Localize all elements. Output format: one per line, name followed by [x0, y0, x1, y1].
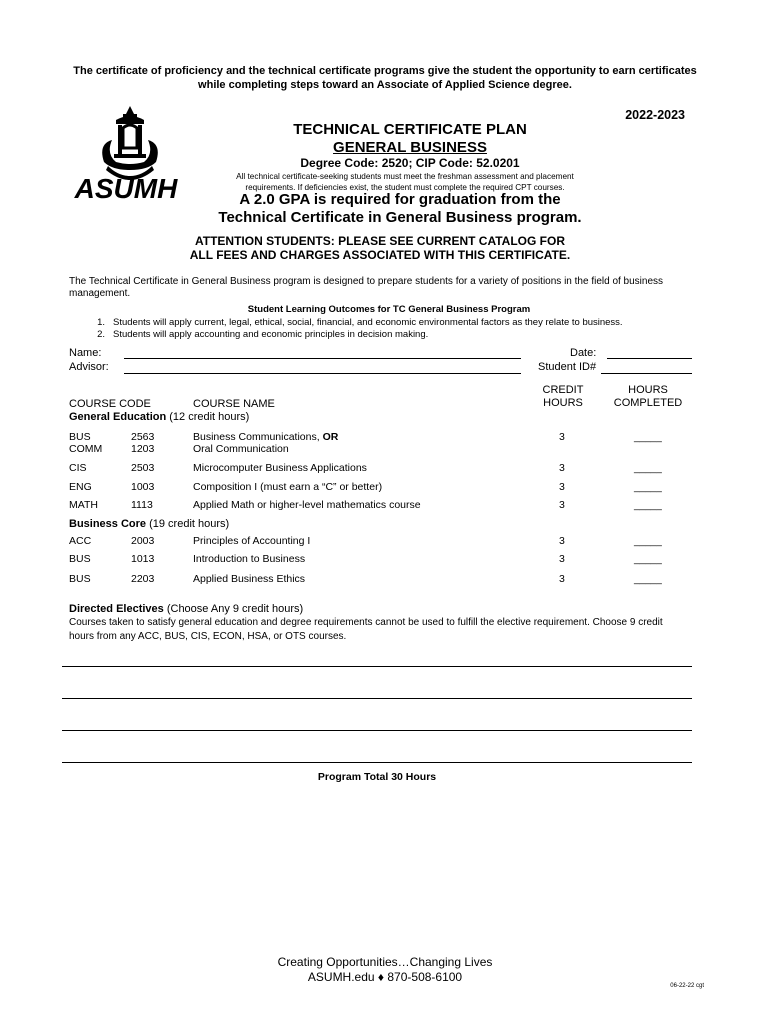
gpa-line-2: Technical Certificate in General Business program.	[218, 209, 582, 226]
course-dept	[69, 431, 102, 455]
course-code-header: COURSE CODE	[69, 398, 151, 410]
electives-section-title	[69, 603, 303, 615]
course-num: 2503	[131, 462, 155, 474]
course-name-text: Business Communications,	[193, 431, 323, 443]
course-name-text: Composition I (must earn a “C” or better)	[193, 481, 383, 493]
slo-item	[69, 329, 709, 340]
credit-hours-header	[533, 384, 593, 410]
footer-contact: ASUMH.edu ♦ 870-508-6100	[307, 970, 463, 984]
student-id-field[interactable]	[601, 373, 692, 374]
dept-code: ACC	[69, 535, 92, 547]
course-num: 1203	[131, 443, 155, 455]
core-note: (19 credit hours)	[146, 518, 230, 530]
degree-code: Degree Code: 2520; CIP Code: 52.0201	[300, 156, 520, 170]
course-name-text: Microcomputer Business Applications	[193, 462, 367, 474]
credit-header-line-2: HOURS	[543, 397, 583, 409]
elective-entry-line[interactable]	[62, 666, 692, 667]
intro-text: The certificate of proficiency and the technical certificate programs give the student the opportunity to earn certificates while completing steps toward an Associate of Applied Science degree.	[73, 65, 697, 91]
slo-number: 2.	[97, 329, 105, 340]
logo-text: ASUMH	[74, 173, 178, 200]
slo-title: Student Learning Outcomes for TC General Business Program	[247, 304, 531, 315]
advisor-label: Advisor:	[69, 361, 109, 373]
course-num: 2003	[131, 535, 155, 547]
electives-note: (Choose Any 9 credit hours)	[163, 603, 304, 615]
hours-completed-blank[interactable]: _____	[634, 536, 662, 547]
name-label: Name:	[69, 347, 102, 359]
core-title: Business Core	[69, 518, 147, 530]
advisor-field[interactable]	[124, 373, 521, 374]
page-title: TECHNICAL CERTIFICATE PLAN	[293, 121, 527, 138]
course-number	[131, 431, 154, 455]
gen-ed-note: (12 credit hours)	[166, 411, 250, 423]
hours-completed-blank[interactable]: _____	[634, 482, 662, 493]
credit-value: 3	[559, 481, 565, 493]
electives-title: Directed Electives	[69, 603, 164, 615]
electives-description: Courses taken to satisfy general education and degree requirements cannot be used to fulfill the elective requirement. Choose 9 credit hours from any ACC, BUS, CIS, ECON, HSA, or OTS courses.	[69, 617, 663, 642]
date-field[interactable]	[607, 358, 692, 359]
credit-value: 3	[559, 462, 565, 474]
program-description: The Technical Certificate in General Business program is designed to prepare students for a variety of positions in the field of business management.	[69, 276, 664, 299]
attention-line-1: ATTENTION STUDENTS: PLEASE SEE CURRENT CATALOG FOR	[194, 234, 565, 248]
hours-completed-blank[interactable]: _____	[634, 500, 662, 511]
date-label: Date:	[570, 347, 597, 359]
asumh-logo	[68, 104, 188, 200]
hours-completed-blank[interactable]: _____	[634, 463, 662, 474]
dept-code: BUS	[69, 553, 91, 565]
program-title: GENERAL BUSINESS	[333, 139, 487, 156]
footer-tagline: Creating Opportunities…Changing Lives	[277, 955, 493, 969]
credit-value: 3	[559, 431, 565, 443]
elective-entry-line[interactable]	[62, 698, 692, 699]
or-text: OR	[322, 431, 339, 443]
slo-number: 1.	[97, 317, 105, 328]
hours-completed-blank[interactable]: _____	[634, 432, 662, 443]
credit-value: 3	[559, 499, 565, 511]
course-num: 1003	[131, 481, 155, 493]
dept-code: COMM	[69, 443, 103, 455]
course-name-header: COURSE NAME	[193, 398, 275, 410]
core-section-title	[69, 518, 229, 530]
gen-ed-title: General Education	[69, 411, 167, 423]
course-name	[193, 431, 338, 455]
course-num: 2563	[131, 431, 155, 443]
credit-value: 3	[559, 553, 565, 565]
gpa-requirement	[180, 191, 620, 227]
course-name-text: Applied Math or higher-level mathematics course	[193, 499, 421, 511]
course-name-text: Introduction to Business	[193, 553, 306, 565]
gpa-line-1: A 2.0 GPA is required for graduation from the	[239, 191, 561, 208]
elective-entry-line[interactable]	[62, 762, 692, 763]
attention-line-2: ALL FEES AND CHARGES ASSOCIATED WITH THIS CERTIFICATE.	[189, 248, 571, 262]
course-num: 1013	[131, 553, 155, 565]
course-num: 2203	[131, 573, 155, 585]
hours-completed-blank[interactable]: _____	[634, 554, 662, 565]
slo-text: Students will apply accounting and economic principles in decision making.	[113, 329, 429, 340]
dept-code: BUS	[69, 573, 91, 585]
assessment-note: All technical certificate-seeking students must meet the freshman assessment and placement requirements. If deficiencies exist, the student must complete the required CPT courses.	[236, 172, 574, 192]
completed-header-line-1: HOURS	[628, 384, 668, 396]
student-id-label: Student ID#	[538, 361, 597, 373]
course-name-text: Oral Communication	[193, 443, 289, 455]
program-total: Program Total 30 Hours	[317, 771, 437, 783]
dept-code: MATH	[69, 499, 98, 511]
completed-header-line-2: COMPLETED	[613, 397, 683, 409]
elective-entry-line[interactable]	[62, 730, 692, 731]
credit-value: 3	[559, 535, 565, 547]
gen-ed-section-title	[69, 411, 249, 423]
slo-text: Students will apply current, legal, ethical, social, financial, and economic environmental factors as they relate to business.	[113, 317, 623, 328]
name-field[interactable]	[124, 358, 521, 359]
attention-notice	[150, 234, 610, 262]
slo-item	[69, 317, 709, 328]
dept-code: ENG	[69, 481, 92, 493]
academic-year: 2022-2023	[625, 108, 685, 122]
course-num: 1113	[131, 499, 153, 511]
hours-completed-blank[interactable]: _____	[634, 574, 662, 585]
course-name-text: Principles of Accounting I	[193, 535, 311, 547]
course-name-text: Applied Business Ethics	[193, 573, 306, 585]
credit-header-line-1: CREDIT	[542, 384, 584, 396]
hours-completed-header	[608, 384, 688, 410]
document-code: 06-22-22 cgt	[670, 983, 704, 989]
dept-code: CIS	[69, 462, 87, 474]
credit-value: 3	[559, 573, 565, 585]
dept-code: BUS	[69, 431, 91, 443]
asumh-seal-icon	[68, 104, 188, 200]
